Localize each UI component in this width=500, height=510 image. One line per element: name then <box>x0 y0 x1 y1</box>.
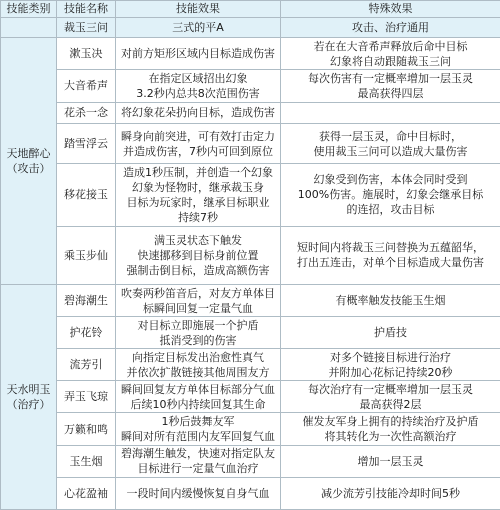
skill-effect-line: 后续10秒内持续回复其生命 <box>130 397 266 411</box>
skill-effect-line: 造成1秒压制，并创造一个幻象 <box>123 165 273 179</box>
table-row <box>1 445 500 477</box>
special-effect-line: 使用裁玉三问可以造成大量伤害 <box>313 144 468 158</box>
header-category: 技能类别 <box>1 1 57 18</box>
subheader-special-effect: 攻击、治疗通用 <box>281 17 500 38</box>
skill-name-huhua-ling: 护花铃 <box>57 317 116 349</box>
skill-name-huasha-yinian: 花杀一念 <box>57 102 116 124</box>
special-effect-line: 每次伤害有一定概率增加一层玉灵 <box>308 71 473 85</box>
subheader-row <box>1 17 500 38</box>
category-attack-line: （攻击） <box>6 162 51 176</box>
special-effect-line: 幻象将自动跟随裁玉三问 <box>330 54 451 68</box>
table-row <box>1 413 500 445</box>
skill-effect-line: 瞬间对所有范围内友军回复气血 <box>121 430 275 444</box>
special-effect-shuyu-jue <box>281 38 500 70</box>
skill-name-shuyu-jue: 漱玉决 <box>57 38 116 70</box>
skill-effect-line: 碧海潮生触发，快速对指定队友 <box>121 447 275 461</box>
skill-effect-line: 幻象为怪物时，继承裁玉身 <box>132 180 264 194</box>
skill-effect-line: 并造成伤害，7秒内可回到原位 <box>123 144 273 158</box>
special-effect-line: 增加一层玉灵 <box>357 454 424 468</box>
skill-effect-line: 抵消受到的伤害 <box>159 333 237 347</box>
table-row <box>1 226 500 284</box>
table-row <box>1 317 500 349</box>
skill-name-wanlai-heming: 万籁和鸣 <box>57 413 116 445</box>
skill-name-nongyu-feiqiong: 弄玉飞琼 <box>57 381 116 413</box>
table-row <box>1 70 500 102</box>
category-attack-line: 天地醉心 <box>6 147 51 161</box>
skill-name-dayin-xisheng: 大音希声 <box>57 70 116 102</box>
skill-effect-line: 并依次扩散链接其他周围友方 <box>126 365 270 379</box>
skill-effect-liufang-yin <box>116 349 281 381</box>
special-effect-bihai-chaosheng <box>281 284 500 316</box>
subheader-category-cell <box>1 17 57 38</box>
special-effect-line: 对多个链接目标进行治疗 <box>330 350 451 364</box>
special-effect-huhua-ling <box>281 317 500 349</box>
skill-effect-yu-shengyan <box>116 445 281 477</box>
table-row <box>1 102 500 124</box>
special-effect-line: 最高获得2层 <box>359 397 422 411</box>
table-row <box>1 284 500 316</box>
skill-effect-line: 向指定目标发出治愈性真气 <box>132 350 264 364</box>
special-effect-line: 获得一层玉灵，命中目标时， <box>319 129 462 143</box>
skill-effect-line: 标瞬间回复一定量气血 <box>143 301 253 315</box>
table-row <box>1 349 500 381</box>
header-row <box>1 1 500 18</box>
skill-effect-yihua-jieyu <box>116 163 281 226</box>
special-effect-line: 打出五连击，对单个目标造成大量伤害 <box>297 256 484 270</box>
special-effect-nongyu-feiqiong <box>281 381 500 413</box>
skill-name-bihai-chaosheng: 碧海潮生 <box>57 284 116 316</box>
skill-effect-bihai-chaosheng <box>116 284 281 316</box>
category-heal-line: 天水明玉 <box>6 382 51 396</box>
skill-effect-line: 持续7秒 <box>178 210 218 224</box>
skill-effect-line: 目标进行一定量气血治疗 <box>137 462 259 476</box>
special-effect-line: 的连招，攻击目标 <box>346 203 435 217</box>
special-effect-dayin-xisheng <box>281 70 500 102</box>
table-row <box>1 38 500 70</box>
skill-effect-wanlai-heming <box>116 413 281 445</box>
skill-effect-nongyu-feiqiong <box>116 381 281 413</box>
special-effect-line: 短时间内将裁玉三问替换为五蕴韶华， <box>297 241 484 255</box>
skill-effect-line: 瞬身向前突进，可有效打击定力 <box>121 129 275 143</box>
special-effect-line: 有概率触发技能玉生烟 <box>335 294 446 308</box>
subheader-skill-effect: 三式的平A <box>116 17 281 38</box>
special-effect-line: 幻象受到伤害，本体会同时受到 <box>313 173 468 187</box>
special-effect-line: 减少流芳引技能冷却时间5秒 <box>321 486 460 500</box>
category-attack <box>1 38 57 285</box>
special-effect-wanlai-heming <box>281 413 500 445</box>
special-effect-line: 催发友军身上拥有的持续治疗及护盾 <box>302 415 479 429</box>
skill-name-yihua-jieyu: 移花接玉 <box>57 163 116 226</box>
skill-effect-line: 在指定区域招出幻象 <box>148 71 248 85</box>
skill-effect-line: 一段时间内缓慢恢复自身气血 <box>126 486 270 500</box>
skill-effect-line: 满玉灵状态下触发 <box>154 233 242 247</box>
skill-effect-huhua-ling <box>116 317 281 349</box>
special-effect-xinhua-yingxiu <box>281 477 500 509</box>
table-row <box>1 477 500 509</box>
skill-name-xinhua-yingxiu: 心花盈袖 <box>57 477 116 509</box>
skill-name-chengyu-buxian: 乘玉步仙 <box>57 226 116 284</box>
special-effect-yihua-jieyu <box>281 163 500 226</box>
skill-effect-line: 快速挪移到目标身前位置 <box>137 248 259 262</box>
special-effect-taxue-fuyun <box>281 124 500 163</box>
table-row <box>1 163 500 226</box>
skill-effect-line: 目标为玩家时，继承目标职业 <box>126 195 270 209</box>
header-special-effect: 特殊效果 <box>281 1 500 18</box>
skill-effect-shuyu-jue <box>116 38 281 70</box>
special-effect-line: 100%伤害。施展时，幻象会继承目标 <box>297 188 484 202</box>
special-effect-chengyu-buxian <box>281 226 500 284</box>
skill-effect-xinhua-yingxiu <box>116 477 281 509</box>
skill-effect-line: 1秒后鼓舞友军 <box>161 415 235 429</box>
skill-effect-line: 瞬间回复友方单体目标部分气血 <box>121 382 275 396</box>
skill-effect-taxue-fuyun <box>116 124 281 163</box>
special-effect-liufang-yin <box>281 349 500 381</box>
special-effect-huasha-yinian <box>281 102 500 124</box>
table-row <box>1 381 500 413</box>
category-heal <box>1 284 57 509</box>
subheader-skill-name: 裁玉三问 <box>57 17 116 38</box>
special-effect-line: 最高获得四层 <box>357 86 424 100</box>
special-effect-line: 将其转化为一次性高额治疗 <box>324 430 457 444</box>
special-effect-line: 护盾技 <box>374 326 407 340</box>
special-effect-line: 并附加心花标记持续20秒 <box>328 365 453 379</box>
skill-effect-line: 3.2秒内总共8次范围伤害 <box>136 86 260 100</box>
skill-effect-line: 将幻象花朵扔向目标，造成伤害 <box>121 106 275 120</box>
skill-effect-line: 吹奏两秒笛音后，对友方单体目 <box>121 286 275 300</box>
skill-effect-huasha-yinian <box>116 102 281 124</box>
category-heal-line: （治疗） <box>6 397 51 411</box>
skill-effect-dayin-xisheng <box>116 70 281 102</box>
skill-name-liufang-yin: 流芳引 <box>57 349 116 381</box>
skill-effect-line: 强制击倒目标，造成高额伤害 <box>126 263 270 277</box>
skill-effect-line: 对前方矩形区域内目标造成伤害 <box>121 47 275 61</box>
skill-effect-line: 对目标立即施展一个护盾 <box>137 318 259 332</box>
header-skill-name: 技能名称 <box>57 1 116 18</box>
skill-name-yu-shengyan: 玉生烟 <box>57 445 116 477</box>
special-effect-line: 每次治疗有一定概率增加一层玉灵 <box>308 382 473 396</box>
header-skill-effect: 技能效果 <box>116 1 281 18</box>
special-effect-yu-shengyan <box>281 445 500 477</box>
skill-name-taxue-fuyun: 踏雪浮云 <box>57 124 116 163</box>
special-effect-line: 若在在大音希声释放后命中目标 <box>313 39 468 53</box>
table-row <box>1 124 500 163</box>
skill-effect-chengyu-buxian <box>116 226 281 284</box>
